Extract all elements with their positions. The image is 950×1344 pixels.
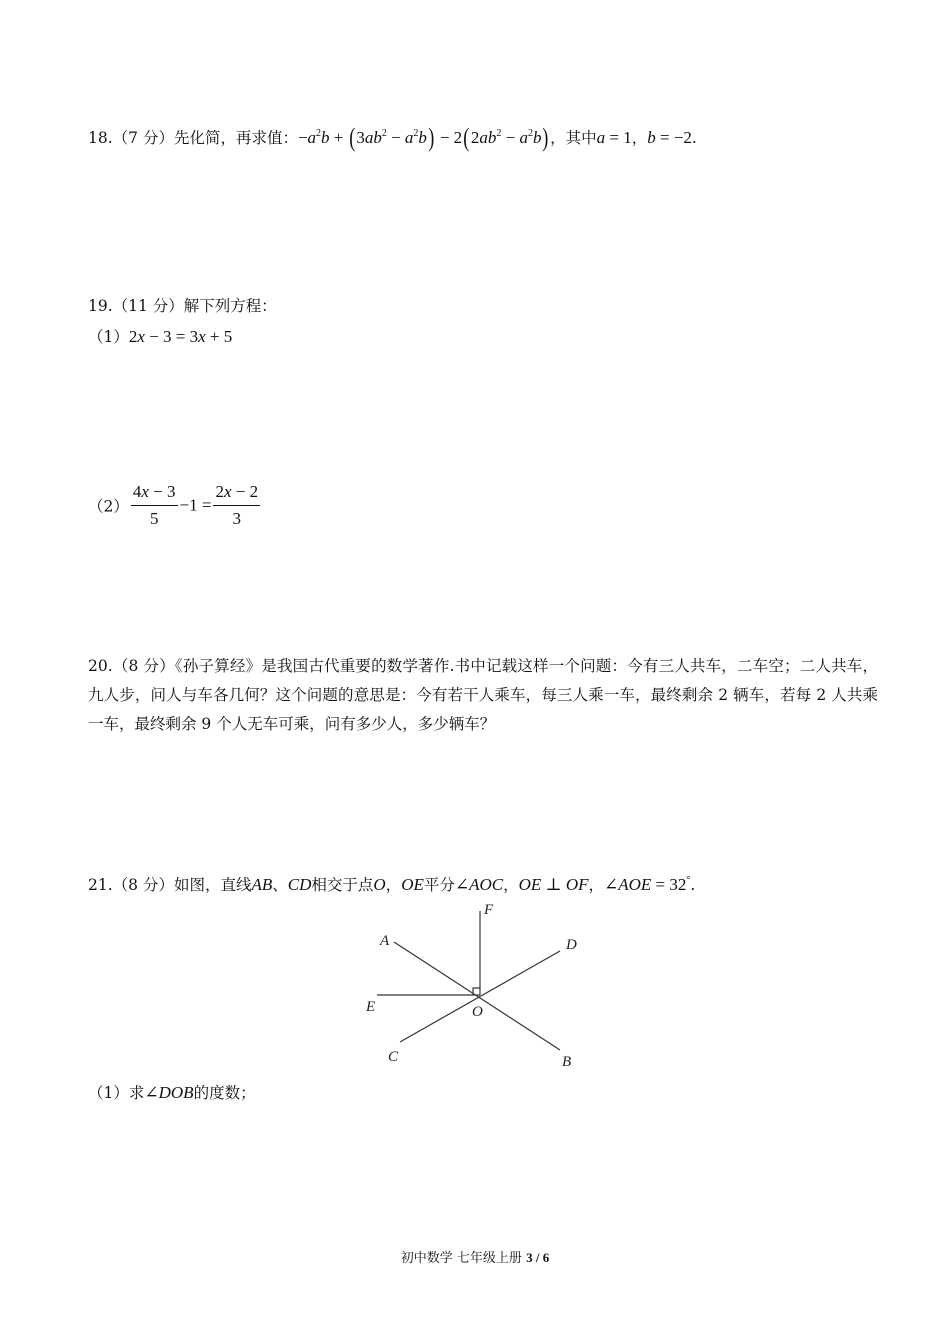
q18-tail: ，其中 bbox=[550, 129, 597, 147]
label-C: C bbox=[388, 1049, 399, 1065]
page-total: 6 bbox=[542, 1250, 550, 1265]
label-E: E bbox=[366, 999, 376, 1015]
label-B: B bbox=[562, 1054, 572, 1070]
q18-condition-a: a = 1 bbox=[596, 128, 632, 147]
page-footer: 初中数学 七年级上册 3 / 6 bbox=[400, 1250, 550, 1266]
question-20: 20.（8 分）《孙子算经》是我国古代重要的数学著作.书中记载这样一个问题：今有三人共车，二车空；二人共车，九人步，问人与车各几何？这个问题的意思是：今有若干人乘车，每三人乘一车，最终剩余 2 辆车，若每 2 人共乘一车，最终剩余 9 个人无车可乘，问有多少人，多少辆车？ bbox=[88, 657, 878, 733]
q18-condition-b: b = −2 bbox=[647, 128, 692, 147]
question-21-part-1: （1）求∠DOB的度数； bbox=[88, 1083, 256, 1102]
label-F: F bbox=[484, 902, 494, 918]
q18-lead: 18.（7 分）先化简，再求值： bbox=[88, 129, 298, 147]
q18-expression: $-a^2b + (3ab^2 - a^2b) - 2(2ab^2 - a^2b)$ bbox=[297, 123, 549, 152]
question-19-part-1: （1）2x − 3 = 3x + 5 bbox=[88, 327, 233, 346]
page-number: 3 bbox=[526, 1250, 533, 1265]
q21-geometry-figure bbox=[360, 898, 600, 1073]
question-18: 18.（7 分）先化简，再求值：$-a^2b + (3ab^2 - a^2b) - 2(2ab^2 - a^2b)$，其中a = 1，b = −2. bbox=[88, 123, 697, 152]
label-O: O bbox=[472, 1004, 483, 1020]
question-19-part-2: （2） $\frac{4x - 3}{5}$ −1 = $\frac{2x - 2}{3}$ bbox=[88, 482, 259, 528]
footer-text: 初中数学 七年级上册 bbox=[400, 1251, 527, 1266]
question-21: 21.（8 分）如图，直线AB、CD相交于点O，OE平分∠AOC，OE ⊥ OF，∠AOE = 32°. bbox=[88, 875, 696, 894]
label-D: D bbox=[566, 937, 577, 953]
line-AB bbox=[394, 942, 560, 1050]
q19-fraction-right: $\frac{2x - 2}{3}$ bbox=[215, 482, 259, 528]
question-19-title: 19.（11 分）解下列方程： bbox=[88, 297, 277, 315]
q19-fraction-left: $\frac{4x - 3}{5}$ bbox=[132, 482, 176, 528]
label-A: A bbox=[380, 933, 390, 949]
q19-equation-1: 2x − 3 = 3x + 5 bbox=[128, 327, 233, 346]
